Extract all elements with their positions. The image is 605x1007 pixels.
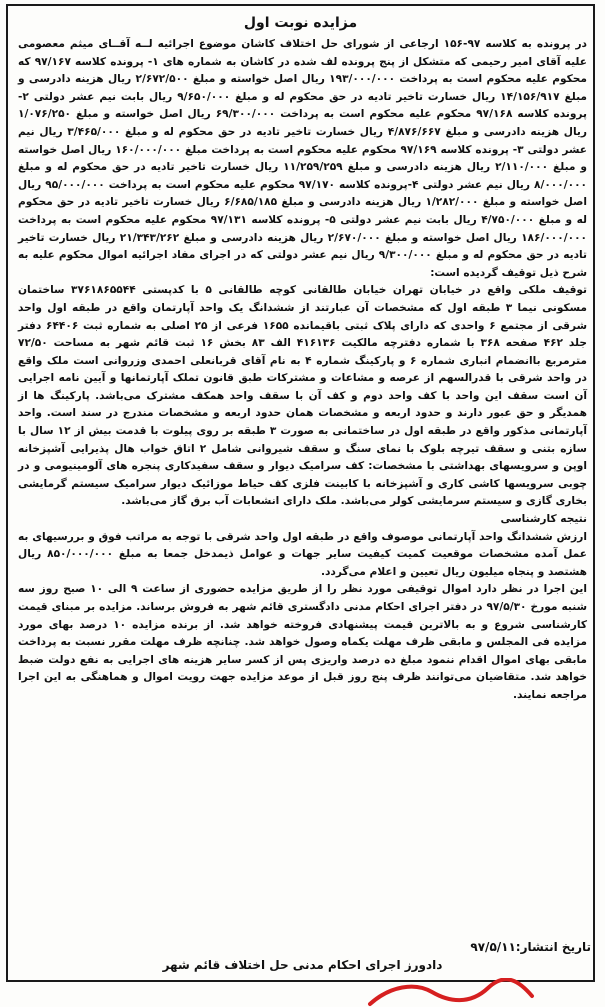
property-description-paragraph: توقیف ملکی واقع در خیابان تهران خیابان طالقانی کوچه طالقانی ۵ با کدپستی ۳۷۶۱۸۶۵۵۴۴ ساختمان مسکونی نیما ۳ طبقه اول که مشخصات آن عبارتند از ششدانگ یک واحد آپارتمان واقع در طبقه اول واحد شرقی از مجتمع ۶ واحدی که دارای پلاک ثبتی باقیمانده ۱۶۵۵ فرعی از ۲۵ اصلی به شماره ثبت ۶۴۴۰۶ دفتر جلد ۴۶۲ صفحه ۳۶۸ با شماره دفترچه مالکیت ۴۱۶۱۳۶ الف ۸۳ بخش ۱۶ ثبت قائم شهر به مساحت ۷۲/۵۰ مترمربع باانضمام انباری شماره ۶ و پارکینگ شماره ۴ به نام آقای قربانعلی احمدی وزروانی است ملک واقع در واحد شرقی با قدرالسهم از عرصه و مشاعات و مشترکات طبق قانون تملک آپارتمانها و آیین نامه اجرایی آن است سقف این واحد با کف واحد دوم و کف آن با سقف واحد همکف مشترک می‌باشد. پارکینگ ها از همدیگر و حق عبور دارند و حدود اربعه و مشخصات همان حدود اربعه و مشخصات مندرج در سند است. واحد آپارتمانی مذکور واقع در طبقه اول در ساختمانی به صورت ۳ طبقه بر روی پیلوت با قدمت بیش از ۱۲ سال با سازه بتنی و سقف تیرچه بلوک با نمای سنگ و سقف شیروانی شامل ۲ اتاق خواب هال پذیرایی آشپزخانه اوپن و سرویسهای بهداشتی با مشخصات: کف سرامیک دیوار و سقف سفیدکاری پنجره های آلومینیومی و در چوبی سرویسها کاشی کاری و آشپزخانه با کابینت فلزی کف حیاط موزائیک دیوار سرامیک سیستم گرمایشی بخاری گازی و سیستم سرمایشی کولر می‌باشد. ملک دارای انشعابات آب برق گاز می‌باشد. [18, 284, 588, 508]
notice-title: مزایده نوبت اول [243, 15, 358, 31]
publish-date: تاریخ انتشار:۹۷/۵/۱۱ [470, 940, 591, 954]
notice-frame [6, 4, 595, 982]
appraisal-paragraph: ارزش ششدانگ واحد آپارتمانی موصوف واقع در طبقه اول واحد شرقی با توجه به مراتب فوق و بررسیهای به عمل آمده مشخصات موقعیت کمیت کیفیت سایر جهات و عوامل ذیمدخل جمعا به مبلغ ۸۵۰/۰۰۰/۰۰۰ ریال هشتصد و پنجاه میلیون ریال تعیین و اعلام می‌گردد. [18, 530, 588, 578]
auction-terms-paragraph: این اجرا در نظر دارد اموال توقیفی مورد نظر را از طریق مزایده حضوری از ساعت ۹ الی ۱۰ صبح روز سه شنبه مورخ ۹۷/۵/۳۰ در دفتر اجرای احکام مدنی دادگستری قائم شهر به فروش برساند. مزایده بر مبنای قیمت کارشناسی شروع و به بالاترین قیمت پیشنهادی فروخته خواهد شد. از برنده مزایده ۱۰ درصد بهای مورد مزایده فی المجلس و مابقی ظرف مهلت یکماه وصول خواهد شد. چنانچه ظرف مهلت مقرر نسبت به پرداخت مابقی بهای اموال اقدام ننمود مبلغ ده درصد واریزی پس از کسر سایر هزینه های اجرایی به نفع دولت ضبط خواهد شد. متقاضیان می‌توانند ظرف پنج روز قبل از موعد مزایده جهت رویت اموال و هماهنگی به این اجرا مراجعه نمایند. [18, 583, 587, 701]
handwritten-stroke [370, 979, 532, 1004]
case-intro-paragraph: در پرونده به کلاسه ۹۷-۱۵۶ ارجاعی از شورای حل اختلاف کاشان موضوع اجرائیه لــه آقــای میثم معصومی علیه آقای امیر رحیمی که متشکل از پنج پرونده لف شده در کاشان به شماره های ۱- پرونده کلاسه ۹۷/۱۶۷ که محکوم علیه محکوم است به پرداخت ۱۹۳/۰۰۰/۰۰۰ ریال اصل خواسته و مبلغ ۲/۶۷۲/۵۰۰ ریال هزینه دادرسی و مبلغ ۱۴/۱۵۶/۹۱۷ ریال خسارت تاخیر تادیه در حق محکوم له و مبلغ ۹/۶۵۰/۰۰۰ ریال بابت نیم عشر دولتی ۲- پرونده کلاسه ۹۷/۱۶۸ محکوم علیه محکوم است به پرداخت ۶۹/۳۰۰/۰۰۰ ریال اصل خواسته و مبلغ ۱/۰۷۶/۲۵۰ ریال هزینه دادرسی و مبلغ ۴/۸۷۶/۶۶۷ ریال خسارت تاخیر تادیه در حق محکوم له و مبلغ ۳/۴۶۵/۰۰۰ ریال نیم عشر دولتی ۳- پرونده کلاسه ۹۷/۱۶۹ محکوم علیه محکوم است به پرداخت مبلغ ۱۶۰/۰۰۰/۰۰۰ ریال اصل خواسته و مبلغ ۲/۱۱۰/۰۰۰ ریال هزینه دادرسی و مبلغ ۱۱/۲۵۹/۲۵۹ ریال خسارت تاخیر تادیه در حق محکوم له و مبلغ ۸/۰۰۰/۰۰۰ ریال نیم عشر دولتی ۴-پرونده کلاسه ۹۷/۱۷۰ محکوم علیه محکوم است به پرداخت ۹۵/۰۰۰/۰۰۰ ریال اصل خواسته و مبلغ ۱/۲۸۲/۰۰۰ ریال هزینه دادرسی و مبلغ ۶/۶۸۵/۱۸۵ ریال خسارت تاخیر تادیه در حق محکوم له و مبلغ ۴/۷۵۰/۰۰۰ ریال بابت نیم عشر دولتی ۵- پرونده کلاسه ۹۷/۱۳۱ محکوم علیه محکوم است به پرداخت ۱۸۶/۰۰۰/۰۰۰ ریال اصل خواسته و مبلغ ۲/۶۷۰/۰۰۰ ریال هزینه دادرسی و مبلغ ۲۱/۳۴۳/۲۶۲ ریال خسارت تاخیر تادیه در حق محکوم له و مبلغ ۹/۳۰۰/۰۰۰ ریال نیم عشر دولتی که در اجرای مفاد اجرائیه اموال محکوم علیه به شرح ذیل توقیف گردیده است: [18, 38, 588, 279]
signature-line: دادورز اجرای احکام مدنی حل اختلاف قائم شهر [162, 958, 443, 972]
notice-body [18, 36, 587, 705]
handwritten-mark [360, 978, 540, 1007]
appraisal-heading: نتیجه کارشناسی [500, 513, 587, 526]
